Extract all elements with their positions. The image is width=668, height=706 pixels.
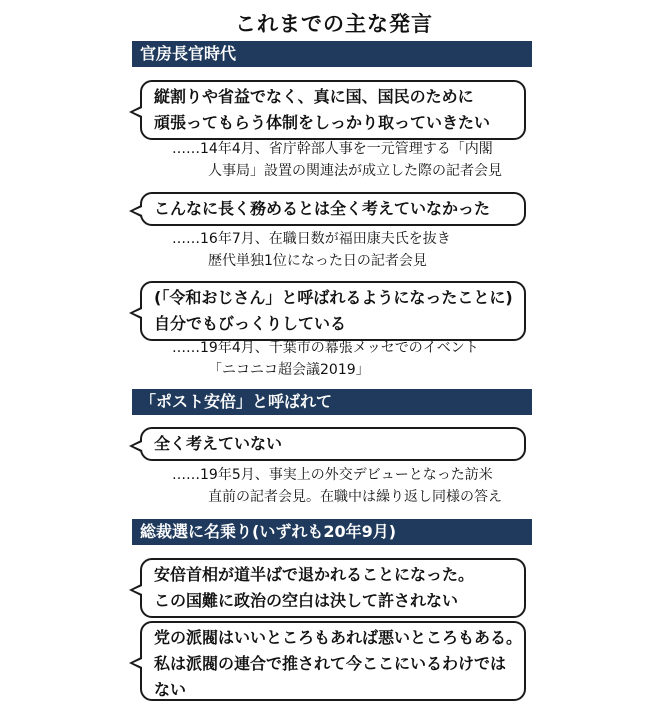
quote-bubble (140, 427, 526, 461)
quote-bubble (140, 621, 526, 701)
quote-note (172, 228, 522, 272)
section-header-leadership-election: 総裁選に名乗り(いずれも20年9月) (132, 519, 532, 545)
note-line: ……19年4月、千葉市の幕張メッセでのイベント (172, 340, 479, 356)
note-line: ……19年5月、事実上の外交デビューとなった訪米 (172, 467, 493, 483)
quote-note (172, 464, 522, 508)
note-line: ……14年4月、省庁幹部人事を一元管理する「内閣 (172, 141, 493, 157)
quote-line: 頑張ってもらう体制をしっかり取っていきたい (154, 113, 491, 132)
quote-line: 自分でもびっくりしている (154, 314, 347, 333)
section-header-post-abe: 「ポスト安倍」と呼ばれて (132, 389, 532, 415)
page-title: これまでの主な発言 (235, 12, 433, 36)
quote-note (172, 138, 522, 182)
note-line: ……16年7月、在職日数が福田康夫氏を抜き (172, 231, 451, 247)
quote-bubble (140, 281, 526, 341)
quote-line: (「令和おじさん」と呼ばれるようになったことに) (154, 288, 513, 307)
note-line: 「ニコニコ超会議2019」 (208, 362, 370, 378)
note-line: 歴代単独1位になった日の記者会見 (208, 253, 427, 269)
section-header-chief-cabinet-secretary: 官房長官時代 (132, 41, 532, 67)
quote-note (172, 337, 522, 381)
note-line: 人事局」設置の関連法が成立した際の記者会見 (208, 163, 502, 179)
quote-line: 党の派閥はいいところもあれば悪いところもある。 (154, 628, 523, 647)
quote-bubble (140, 80, 526, 140)
quote-line: こんなに長く務めるとは全く考えていなかった (154, 199, 491, 218)
quote-line: 安倍首相が道半ばで退かれることになった。 (154, 565, 475, 584)
quote-line: 私は派閥の連合で推されて今ここにいるわけではない (154, 654, 507, 699)
quote-line: この国難に政治の空白は決して許されない (154, 591, 459, 610)
quote-line: 全く考えていない (154, 434, 283, 453)
quote-line: 縦割りや省益でなく、真に国、国民のために (154, 87, 474, 106)
quote-bubble (140, 192, 526, 226)
note-line: 直前の記者会見。在職中は繰り返し同様の答え (208, 489, 502, 505)
quote-bubble (140, 558, 526, 618)
